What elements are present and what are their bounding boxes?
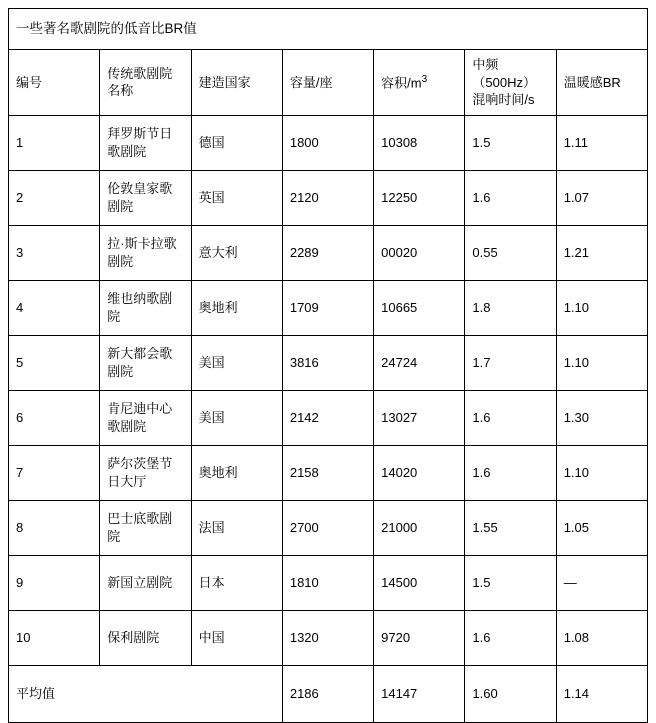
cell-reverb-time: 1.7 — [465, 335, 556, 390]
opera-house-br-table — [8, 8, 648, 723]
cell-reverb-time: 1.6 — [465, 170, 556, 225]
table-row — [9, 445, 648, 500]
cell-name: 新国立剧院 — [100, 555, 191, 610]
cell-name: 新大都会歌剧院 — [100, 335, 191, 390]
table-header-row — [9, 50, 648, 116]
cell-country: 意大利 — [191, 225, 282, 280]
cell-country: 美国 — [191, 390, 282, 445]
table-title-row — [9, 9, 648, 50]
cell-average-capacity: 2186 — [282, 665, 373, 722]
cell-id: 1 — [9, 115, 100, 170]
cell-capacity: 2142 — [282, 390, 373, 445]
cell-id: 8 — [9, 500, 100, 555]
table-average-row — [9, 665, 648, 722]
table-row — [9, 115, 648, 170]
column-header-reverb-time — [465, 50, 556, 116]
cell-average-br: 1.14 — [556, 665, 647, 722]
cell-id: 7 — [9, 445, 100, 500]
cell-br: 1.05 — [556, 500, 647, 555]
cell-volume: 24724 — [374, 335, 465, 390]
cell-br: 1.10 — [556, 335, 647, 390]
cell-reverb-time: 0.55 — [465, 225, 556, 280]
column-header-volume-text: 容积/m — [381, 75, 422, 91]
cell-id: 4 — [9, 280, 100, 335]
cell-name: 维也纳歌剧院 — [100, 280, 191, 335]
cell-name: 保利剧院 — [100, 610, 191, 665]
table-row — [9, 280, 648, 335]
cell-reverb-time: 1.6 — [465, 390, 556, 445]
cell-capacity: 1709 — [282, 280, 373, 335]
cell-reverb-time: 1.8 — [465, 280, 556, 335]
cell-average-volume: 14147 — [374, 665, 465, 722]
cell-id: 10 — [9, 610, 100, 665]
cell-capacity: 1320 — [282, 610, 373, 665]
table-row — [9, 225, 648, 280]
cell-capacity: 3816 — [282, 335, 373, 390]
cell-id: 6 — [9, 390, 100, 445]
cell-id: 3 — [9, 225, 100, 280]
cell-volume: 14500 — [374, 555, 465, 610]
cell-br: 1.21 — [556, 225, 647, 280]
cell-country: 德国 — [191, 115, 282, 170]
table-row — [9, 500, 648, 555]
cell-name: 巴士底歌剧院 — [100, 500, 191, 555]
cell-country: 奥地利 — [191, 280, 282, 335]
cell-capacity: 1810 — [282, 555, 373, 610]
cell-volume: 00020 — [374, 225, 465, 280]
cell-capacity: 2700 — [282, 500, 373, 555]
cell-volume: 10665 — [374, 280, 465, 335]
cell-reverb-time: 1.5 — [465, 115, 556, 170]
cell-volume: 12250 — [374, 170, 465, 225]
cell-volume: 10308 — [374, 115, 465, 170]
table-row — [9, 170, 648, 225]
column-header-country: 建造国家 — [191, 50, 282, 116]
column-header-id: 编号 — [9, 50, 100, 116]
cell-volume: 9720 — [374, 610, 465, 665]
table-row — [9, 390, 648, 445]
cell-name: 拉·斯卡拉歌剧院 — [100, 225, 191, 280]
cell-name: 肯尼迪中心歌剧院 — [100, 390, 191, 445]
cell-capacity: 2158 — [282, 445, 373, 500]
cell-average-label: 平均值 — [9, 665, 283, 722]
cell-reverb-time: 1.6 — [465, 445, 556, 500]
cell-capacity: 2289 — [282, 225, 373, 280]
column-header-br: 温暖感BR — [556, 50, 647, 116]
cell-br: 1.10 — [556, 445, 647, 500]
cell-country: 美国 — [191, 335, 282, 390]
cell-reverb-time: 1.5 — [465, 555, 556, 610]
table-row — [9, 555, 648, 610]
column-header-reverb-line1: 中频（500Hz） — [472, 57, 536, 90]
cell-id: 2 — [9, 170, 100, 225]
column-header-volume-superscript: 3 — [421, 73, 428, 85]
page-title: 一些著名歌剧院的低音比BR值 — [9, 9, 648, 50]
cell-capacity: 2120 — [282, 170, 373, 225]
cell-name: 萨尔茨堡节日大厅 — [100, 445, 191, 500]
cell-br: 1.30 — [556, 390, 647, 445]
cell-id: 5 — [9, 335, 100, 390]
cell-name: 拜罗斯节日歌剧院 — [100, 115, 191, 170]
column-header-capacity: 容量/座 — [282, 50, 373, 116]
cell-average-reverb-time: 1.60 — [465, 665, 556, 722]
cell-id: 9 — [9, 555, 100, 610]
cell-br: — — [556, 555, 647, 610]
cell-br: 1.11 — [556, 115, 647, 170]
column-header-name: 传统歌剧院名称 — [100, 50, 191, 116]
cell-country: 中国 — [191, 610, 282, 665]
cell-reverb-time: 1.55 — [465, 500, 556, 555]
cell-volume: 14020 — [374, 445, 465, 500]
cell-capacity: 1800 — [282, 115, 373, 170]
cell-volume: 21000 — [374, 500, 465, 555]
cell-volume: 13027 — [374, 390, 465, 445]
table-row — [9, 335, 648, 390]
cell-country: 日本 — [191, 555, 282, 610]
cell-country: 奥地利 — [191, 445, 282, 500]
column-header-volume — [374, 50, 465, 116]
cell-br: 1.10 — [556, 280, 647, 335]
cell-country: 英国 — [191, 170, 282, 225]
cell-br: 1.08 — [556, 610, 647, 665]
cell-reverb-time: 1.6 — [465, 610, 556, 665]
cell-name: 伦敦皇家歌剧院 — [100, 170, 191, 225]
cell-country: 法国 — [191, 500, 282, 555]
cell-br: 1.07 — [556, 170, 647, 225]
column-header-reverb-line2: 混响时间/s — [472, 92, 535, 108]
